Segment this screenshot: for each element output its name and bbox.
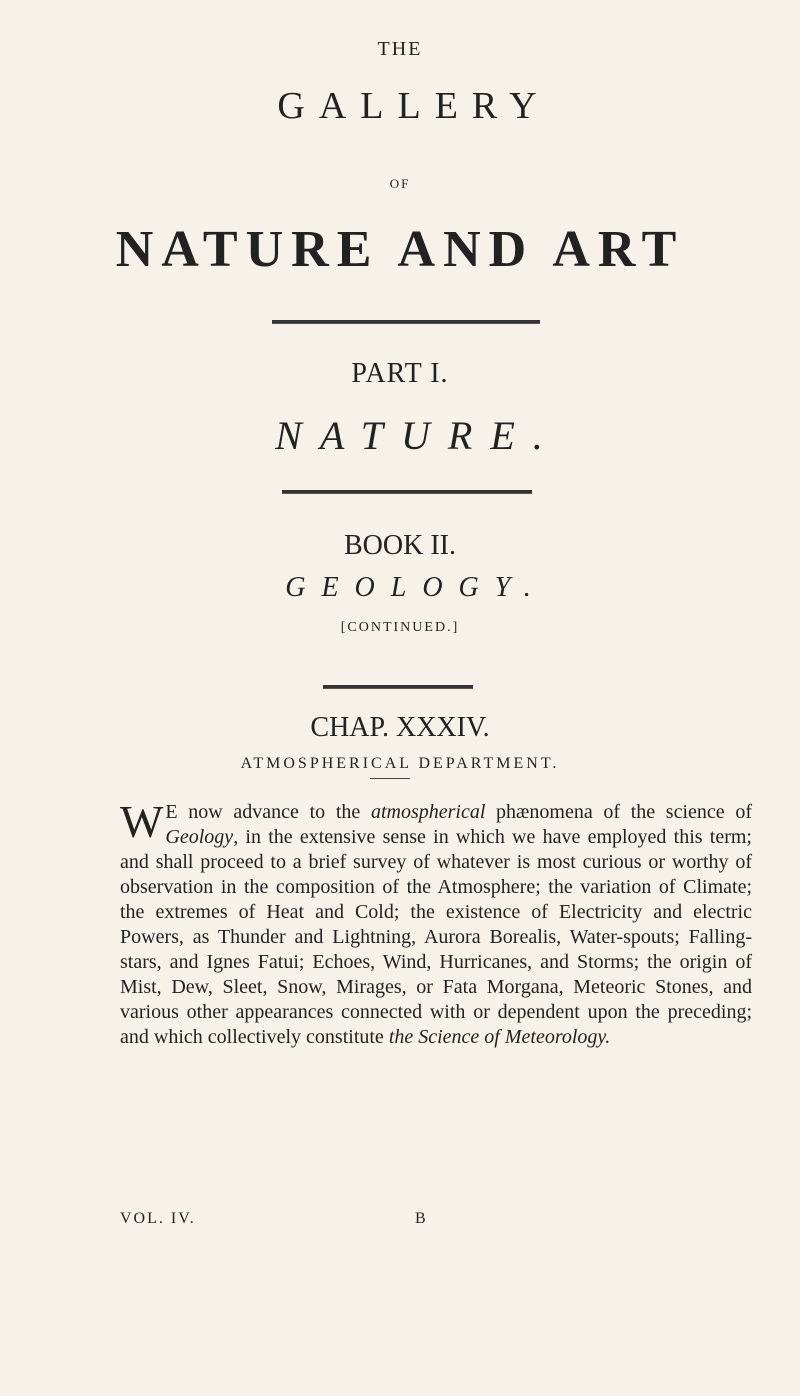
body-emphasis: the Science of Meteorology. (388, 1026, 611, 1048)
book-heading: BOOK II. (344, 530, 456, 561)
book-title: GEOLOGY. (285, 572, 547, 603)
signature-mark: B (415, 1210, 428, 1227)
body-emphasis: atmospherical (370, 801, 486, 823)
body-text-segment: , in the extensive sense in which we have employed this term; and shall proceed to a brief survey of whatever is most curious or worthy of observation in the composition of the Atmosphere; the variation of Climate; the extremes of Heat and Cold; the existence of Electricity and electric Powers, as Thunder and Lightning, Aurora Borealis, Water-spouts; Falling-stars, and Ignes Fatui; Echoes, Wind, Hurricanes, and Storms; the origin of Mist, Dew, Sleet, Snow, Mirages, or Fata Morgana, Meteoric Stones, and various other appearances connected with or dependent upon the preceding; and which collectively constitute (120, 826, 752, 1048)
continued-note: [CONTINUED.] (340, 620, 460, 635)
title-the: THE (377, 38, 423, 60)
page-footer (120, 1210, 520, 1228)
body-emphasis: Geology (165, 826, 234, 848)
title-nature-and-art: NATURE AND ART (115, 221, 685, 278)
body-text-segment: phænomena of the science of (485, 801, 752, 823)
divider-rule (272, 320, 540, 324)
title-gallery: GALLERY (277, 85, 551, 127)
chapter-heading: CHAP. XXXIV. (310, 712, 490, 743)
body-paragraph (120, 796, 752, 1050)
part-title: NATURE. (275, 413, 561, 458)
drop-cap: W (120, 796, 164, 847)
chapter-title: ATMOSPHERICAL DEPARTMENT. (240, 755, 560, 772)
short-divider (370, 778, 410, 779)
divider-rule (282, 490, 532, 494)
divider-rule (323, 685, 473, 689)
part-heading: PART I. (351, 358, 449, 389)
volume-label: VOL. IV. (120, 1210, 196, 1227)
title-of: OF (389, 176, 411, 191)
body-text-segment: E now advance to the (165, 801, 371, 823)
